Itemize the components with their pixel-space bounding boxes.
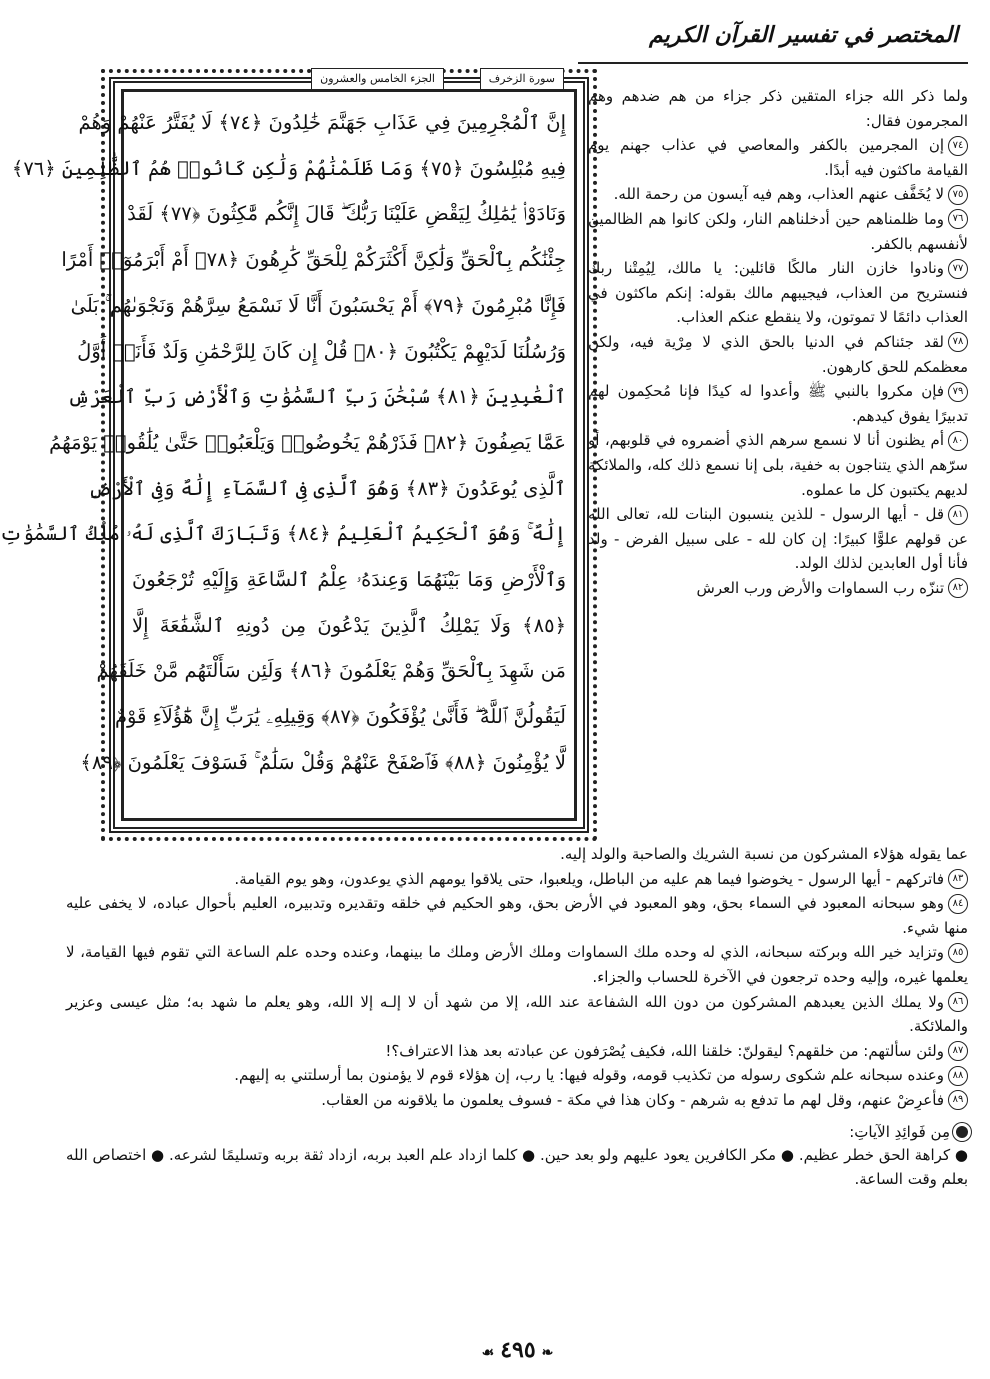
verse-number-badge: ٧٦ <box>948 209 968 229</box>
tafsir-entry <box>66 891 968 940</box>
tafsir-entry <box>66 940 968 989</box>
tafsir-entry <box>66 1039 968 1064</box>
page-header <box>68 16 968 64</box>
quran-line: لَّا يُؤْمِنُونَ ﴿٨٨﴾ فَٱصْفَحْ عَنْهُمْ وَقُلْ سَلَٰمٌ ۚ فَسَوْفَ يَعْلَمُونَ ﴿٨٩﴾ <box>80 750 566 774</box>
tafsir-text: فإن مكروا بالنبي ﷺ وأعدوا له كيدًا فإنا مُحكِمون لهم تدبيرًا يفوق كيدهم. <box>588 382 968 425</box>
verse-number-badge: ٧٩ <box>948 382 968 402</box>
tafsir-entry <box>588 133 968 182</box>
verse-number-badge: ٨٣ <box>948 869 968 889</box>
tafsir-full-column <box>66 842 968 1192</box>
quran-line: إِلَٰهٌ ۚ وَهُوَ ٱلْحَكِيمُ ٱلْعَلِيمُ ﴿٨٤﴾ وَتَبَارَكَ ٱلَّذِى لَهُۥ مُلْكُ ٱلسَّمَٰوَٰتِ <box>0 522 566 546</box>
tafsir-entry <box>66 990 968 1039</box>
verse-number-badge: ٧٨ <box>948 332 968 352</box>
verse-number-badge: ٨٩ <box>948 1090 968 1110</box>
tafsir-entry <box>66 1063 968 1088</box>
tafsir-text: وعنده سبحانه علم شكوى رسوله من تكذيب قومه، وقوله فيها: يا رب، إن هؤلاء قوم لا يؤمنون بما أرسلتني به إليهم. <box>234 1066 944 1085</box>
verse-number-badge: ٨٦ <box>948 992 968 1012</box>
juz-label: الجزء الخامس والعشرون <box>311 68 444 90</box>
verse-number-badge: ٧٥ <box>948 185 968 205</box>
tafsir-entry <box>588 576 968 601</box>
verse-number-badge: ٧٧ <box>948 259 968 279</box>
quran-line: إِنَّ ٱلْمُجْرِمِينَ فِي عَذَابِ جَهَنَّمَ خَٰلِدُونَ ﴿٧٤﴾ لَا يُفَتَّرُ عَنْهُمْ وَهُمْ <box>78 111 566 134</box>
ornament-icon: ☙ <box>481 1345 495 1361</box>
tafsir-text: قل - أيها الرسول - للذين ينسبون البنات لله، تعالى الله عن قولهم علوًّا كبيرًا: إن كان لله - على سبيل الفرض - ولد فأنا أول العابدين لذلك الولد. <box>588 505 968 573</box>
ornament-icon: ❧ <box>541 1345 554 1361</box>
tafsir-entry <box>66 1088 968 1113</box>
page-footer <box>45 1337 990 1363</box>
tafsir-text: لا يُخَفَّف عنهم العذاب، وهم فيه آيسون من رحمة الله. <box>613 185 944 204</box>
quran-line: وَٱلْأَرْضِ وَمَا بَيْنَهُمَا وَعِندَهُۥ عِلْمُ ٱلسَّاعَةِ وَإِلَيْهِ تُرْجَعُونَ <box>132 568 566 592</box>
tafsir-entry <box>588 330 968 379</box>
tafsir-text: فاتركهم - أيها الرسول - يخوضوا فيما هم عليه من الباطل، ويلعبوا، حتى يلاقوا يومهم الذي يوعدون، وهو يوم القيامة. <box>234 869 944 888</box>
verse-number-badge: ٨٢ <box>948 578 968 598</box>
quran-line: ﴿٨٥﴾ وَلَا يَمْلِكُ ٱلَّذِينَ يَدْعُونَ مِن دُونِهِ ٱلشَّفَٰعَةَ إِلَّا <box>132 613 566 637</box>
tafsir-side-column <box>588 84 968 600</box>
tafsir-text: فأعرِضْ عنهم، وقل لهم ما تدفع به شرهم - وكان هذا في مكة - فسوف يعلمون ما يلاقونه من العقاب. <box>321 1090 944 1109</box>
benefits-heading <box>66 1123 968 1141</box>
tafsir-text: ولئن سألتهم: من خلقهم؟ ليقولنّ: خلقنا الله، فكيف يُصْرَفون عن عبادته بعد هذا الاعتراف؟! <box>385 1041 944 1060</box>
tafsir-entry <box>588 182 968 207</box>
quran-line: جِئْنَٰكُم بِٱلْحَقِّ وَلَٰكِنَّ أَكْثَرَكُمْ لِلْحَقِّ كَٰرِهُونَ ﴿٧٨﴾ أَمْ أَبْرَمُوٓا۟ أَمْرًا <box>61 248 566 272</box>
quran-line: لَيَقُولُنَّ ٱللَّهُ ۖ فَأَنَّىٰ يُؤْفَكُونَ ﴿٨٧﴾ وَقِيلِهِۦ يَٰرَبِّ إِنَّ هَٰٓؤُلَآءِ قَوْمٌ <box>114 705 566 729</box>
verse-number-badge: ٨٥ <box>948 943 968 963</box>
header-rule <box>578 62 968 64</box>
quran-line: فِيهِ مُبْلِسُونَ ﴿٧٥﴾ وَمَا ظَلَمْنَٰهُمْ وَلَٰكِن كَانُوا۟ هُمُ ٱلظَّٰلِمِينَ ﴿٧٦﴾ <box>11 156 566 180</box>
tafsir-entry <box>588 502 968 576</box>
quran-line: عَمَّا يَصِفُونَ ﴿٨٢﴾ فَذَرْهُمْ يَخُوضُوا۟ وَيَلْعَبُوا۟ حَتَّىٰ يُلَٰقُوا۟ يَوْمَهُمُ <box>49 430 566 454</box>
page-number: ٤٩٥ <box>500 1337 536 1363</box>
tafsir-intro: ولما ذكر الله جزاء المتقين ذكر جزاء من هم ضدهم وهم المجرمون فقال: <box>588 87 968 130</box>
quran-line: ٱلَّذِى يُوعَدُونَ ﴿٨٣﴾ وَهُوَ ٱلَّذِى فِى ٱلسَّمَآءِ إِلَٰهٌ وَفِى ٱلْأَرْضِ <box>88 476 566 500</box>
tafsir-entry <box>588 379 968 428</box>
quran-text-frame <box>0 72 589 833</box>
tafsir-continuation: عما يقوله هؤلاء المشركون من نسبة الشريك والصاحبة والولد إليه. <box>560 845 968 863</box>
benefits-text: ● كراهة الحق خطر عظيم. ● مكر الكافرين يعود عليهم ولو بعد حين. ● كلما ازداد علم العبد بربه، ازداد ثقة بربه وتسليمًا لشرعه. ● اختصاص الله بعلم وقت الساعة. <box>66 1145 968 1189</box>
verse-number-badge: ٨٤ <box>948 894 968 914</box>
quran-line: وَرُسُلُنَا لَدَيْهِمْ يَكْتُبُونَ ﴿٨٠﴾ قُلْ إِن كَانَ لِلرَّحْمَٰنِ وَلَدٌ فَأَنَا۠ أَوَّلُ <box>77 339 566 363</box>
tafsir-entry <box>588 428 968 502</box>
quran-line: فَإِنَّا مُبْرِمُونَ ﴿٧٩﴾ أَمْ يَحْسَبُونَ أَنَّا لَا نَسْمَعُ سِرَّهُمْ وَنَجْوَىٰهُم ۚ بَلَىٰ <box>70 293 566 317</box>
tafsir-text: وما ظلمناهم حين أدخلناهم النار، ولكن كانوا هم الظالمين لأنفسهم بالكفر. <box>588 209 968 253</box>
verse-number-badge: ٨١ <box>948 505 968 525</box>
tafsir-text: ونادوا خازن النار مالكًا قائلين: يا مالك، لِيُمِتْنا ربك فنستريح من العذاب، فيجيبهم مالك بقوله: إنكم ماكثون في العذاب دائمًا لا تموتون، ولا ينقطع عنكم العذاب. <box>588 259 968 327</box>
tafsir-text: وهو سبحانه المعبود في السماء بحق، وهو المعبود في الأرض بحق، وهو الحكيم في خلقه وتقديره وتدبيره، العليم بأحوال عباده، لا يخفى عليه منها شيء. <box>66 894 968 937</box>
verse-number-badge: ٧٤ <box>948 136 968 156</box>
verse-number-badge: ٨٠ <box>948 431 968 451</box>
tafsir-text: وتزايد خير الله وبركته سبحانه، الذي له وحده ملك السماوات وملك الأرض وملك ما بينهما، وعنده وحده علم الساعة التي تقوم فيها القيامة، لا يعلمها غيره، وإليه وحده ترجعون في الآخرة للحساب والجزاء. <box>66 943 968 986</box>
quran-line: ٱلْعَٰبِدِينَ ﴿٨١﴾ سُبْحَٰنَ رَبِّ ٱلسَّمَٰوَٰتِ وَٱلْأَرْضِ رَبِّ ٱلْعَرْشِ <box>67 385 566 409</box>
verse-number-badge: ٨٨ <box>948 1066 968 1086</box>
tafsir-text: لقد جئناكم في الدنيا بالحق الذي لا مِرْية فيه، ولكن معظمكم للحق كارهون. <box>588 332 968 376</box>
tafsir-entry <box>588 256 968 330</box>
quran-text-box <box>0 72 577 821</box>
benefits-title: مِن فَوائِدِ الآياتِ: <box>849 1122 950 1141</box>
tafsir-entry <box>588 207 968 256</box>
tafsir-text: أم يظنون أنا لا نسمع سرهم الذي أضمروه في قلوبهم، أو سرّهم الذي يتناجون به خفية، بلى إنا نسمع ذلك كله، والملائكة لديهم يكتبون كل ما عملوه. <box>588 431 968 499</box>
tafsir-entry <box>66 867 968 892</box>
quran-line: مَن شَهِدَ بِٱلْحَقِّ وَهُمْ يَعْلَمُونَ ﴿٨٦﴾ وَلَئِن سَأَلْتَهُم مَّنْ خَلَقَهُمْ <box>96 659 566 683</box>
tafsir-text: تنزّه رب السماوات والأرض ورب العرش <box>696 578 944 597</box>
verse-number-badge: ٨٧ <box>948 1041 968 1061</box>
tafsir-text: إن المجرمين بالكفر والمعاصي في عذاب جهنم يوم القيامة ماكثون فيه أبدًا. <box>588 136 968 179</box>
book-title: المختصر في تفسير القرآن الكريم <box>649 22 958 48</box>
quran-line: وَنَادَوْا۟ يَٰمَٰلِكُ لِيَقْضِ عَلَيْنَا رَبُّكَ ۖ قَالَ إِنَّكُم مَّٰكِثُونَ ﴿٧٧﴾ لَقَدْ <box>127 202 566 226</box>
flower-bullet-icon <box>956 1126 968 1138</box>
surah-label: سورة الزخرف <box>480 68 564 90</box>
tafsir-text: ولا يملك الذين يعبدهم المشركون من دون الله الشفاعة عند الله، إلا من شهد أن لا إلـه إلا الله، وهو يعلم ما شهد به؛ مثل عيسى وعزير والملائكة. <box>66 992 968 1036</box>
